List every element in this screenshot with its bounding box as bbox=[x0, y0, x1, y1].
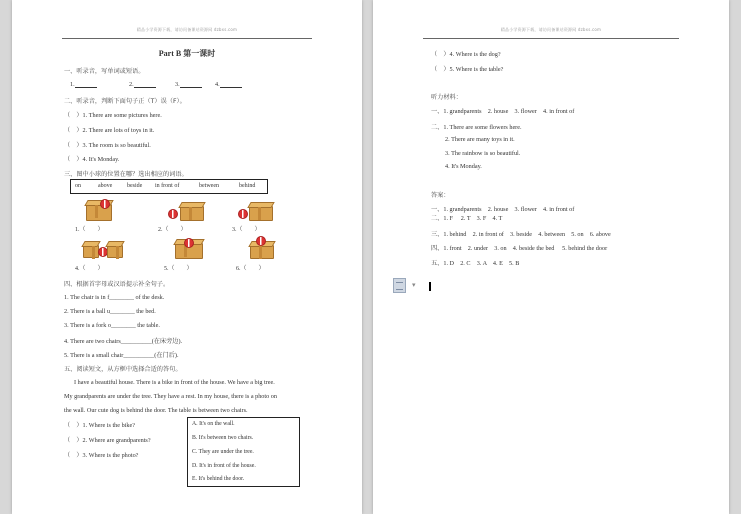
fill-item: 1. The chair is in f________ of the desk. bbox=[64, 294, 165, 301]
tf-item: （ ）4. It's Monday. bbox=[64, 156, 120, 163]
section-3-heading: 三、图中小球的位置在哪？选出相应的词语。 bbox=[64, 171, 188, 178]
tf-item: （ ）1. There are some pictures here. bbox=[64, 112, 162, 119]
material-line: 2. There are many toys in it. bbox=[445, 136, 515, 143]
material-line: 二、1. There are some flowers here. bbox=[431, 124, 522, 131]
answer-option: C. They are under the tree. bbox=[192, 449, 254, 455]
blank-item-1: 1. bbox=[70, 81, 97, 88]
word-bank-item: above bbox=[98, 183, 113, 189]
picture-label: 6.（ ） bbox=[236, 266, 265, 272]
answer-line: 二、1. F 2. T 3. F 4. T bbox=[431, 215, 503, 222]
picture-label: 5.（ ） bbox=[164, 266, 193, 272]
text-cursor bbox=[429, 282, 431, 291]
passage-line: My grandparents are under the tree. They have a rest. In my house, there is a photo on bbox=[64, 393, 277, 400]
document-icon[interactable] bbox=[393, 278, 406, 293]
answer-option: D. It's in front of the house. bbox=[192, 463, 256, 469]
word-bank-item: in front of bbox=[155, 183, 180, 189]
listening-material-heading: 听力材料： bbox=[431, 94, 462, 101]
material-line: 3. The rainbow is so beautiful. bbox=[445, 150, 521, 157]
answer-line: 三、1. behind 2. in front of 3. beside 4. between 5. on 6. above bbox=[431, 231, 611, 238]
chevron-down-icon[interactable]: ▾ bbox=[412, 281, 416, 289]
answer-option: B. It's between two chairs. bbox=[192, 435, 254, 441]
passage-line: the wall. Our cute dog is behind the door. The table is between two chairs. bbox=[64, 407, 248, 414]
header-rule bbox=[62, 38, 312, 39]
reading-question: （ ）1. Where is the bike? bbox=[64, 422, 135, 429]
tf-item: （ ）3. The room is so beautiful. bbox=[64, 142, 151, 149]
material-line: 一、1. grandparents 2. house 3. flower 4. in front of bbox=[431, 108, 575, 115]
fill-item: 5. There is a small chair__________(在门后). bbox=[64, 352, 179, 359]
blank-item-2: 2. bbox=[129, 81, 156, 88]
section-2-heading: 二、听录音，判断下面句子正（T）误（F）。 bbox=[64, 98, 186, 105]
header-rule bbox=[423, 38, 679, 39]
reading-question: （ ）4. Where is the dog? bbox=[431, 51, 501, 58]
word-bank-item: on bbox=[75, 183, 81, 189]
page-header: 精品小学资源下载，请访问备课站资源网 dzbxs.com bbox=[500, 27, 602, 32]
answers-heading: 答案： bbox=[431, 192, 450, 199]
tf-item: （ ）2. There are lots of toys in it. bbox=[64, 127, 155, 134]
blank-item-4: 4. bbox=[215, 81, 242, 88]
answer-options-box bbox=[187, 417, 300, 487]
answer-option: E. It's behind the door. bbox=[192, 476, 245, 482]
picture-label: 4.（ ） bbox=[75, 266, 104, 272]
answer-line: 一、1. grandparents 2. house 3. flower 4. in front of bbox=[431, 206, 575, 213]
answer-option: A. It's on the wall. bbox=[192, 421, 235, 427]
picture-label: 2.（ ） bbox=[158, 227, 187, 233]
page-header: 精品小学资源下载，请访问备课站资源网 dzbxs.com bbox=[136, 27, 238, 32]
reading-question: （ ）5. Where is the table? bbox=[431, 66, 504, 73]
word-bank-item: behind bbox=[239, 183, 256, 189]
picture-label: 1.（ ） bbox=[75, 227, 104, 233]
word-bank-box bbox=[70, 179, 268, 194]
page-title: Part B 第一课时 bbox=[158, 49, 216, 58]
right-page bbox=[373, 0, 729, 514]
fill-item: 4. There are two chairs__________(在床旁边). bbox=[64, 338, 183, 345]
answer-line: 四、1. front 2. under 3. on 4. beside the bed 5. behind the door bbox=[431, 245, 608, 252]
fill-item: 3. There is a fork o________ the table. bbox=[64, 322, 160, 329]
word-bank-item: beside bbox=[127, 183, 143, 189]
word-bank-item: between bbox=[199, 183, 219, 189]
section-4-heading: 四、根据首字母或汉语提示补全句子。 bbox=[64, 281, 170, 288]
reading-question: （ ）3. Where is the photo? bbox=[64, 452, 139, 459]
answer-line: 五、1. D 2. C 3. A 4. E 5. B bbox=[431, 260, 520, 267]
section-1-heading: 一、听录音，写单词或短语。 bbox=[64, 68, 145, 75]
passage-line: I have a beautiful house. There is a bike in front of the house. We have a big tree. bbox=[74, 379, 275, 386]
section-5-heading: 五、阅读短文，从方框中选择合适的答句。 bbox=[64, 366, 182, 373]
blank-item-3: 3. bbox=[175, 81, 202, 88]
left-page bbox=[12, 0, 362, 514]
picture-label: 3.（ ） bbox=[232, 227, 261, 233]
material-line: 4. It's Monday. bbox=[445, 163, 482, 170]
fill-item: 2. There is a ball u________ the bed. bbox=[64, 308, 156, 315]
reading-question: （ ）2. Where are grandparents? bbox=[64, 437, 151, 444]
